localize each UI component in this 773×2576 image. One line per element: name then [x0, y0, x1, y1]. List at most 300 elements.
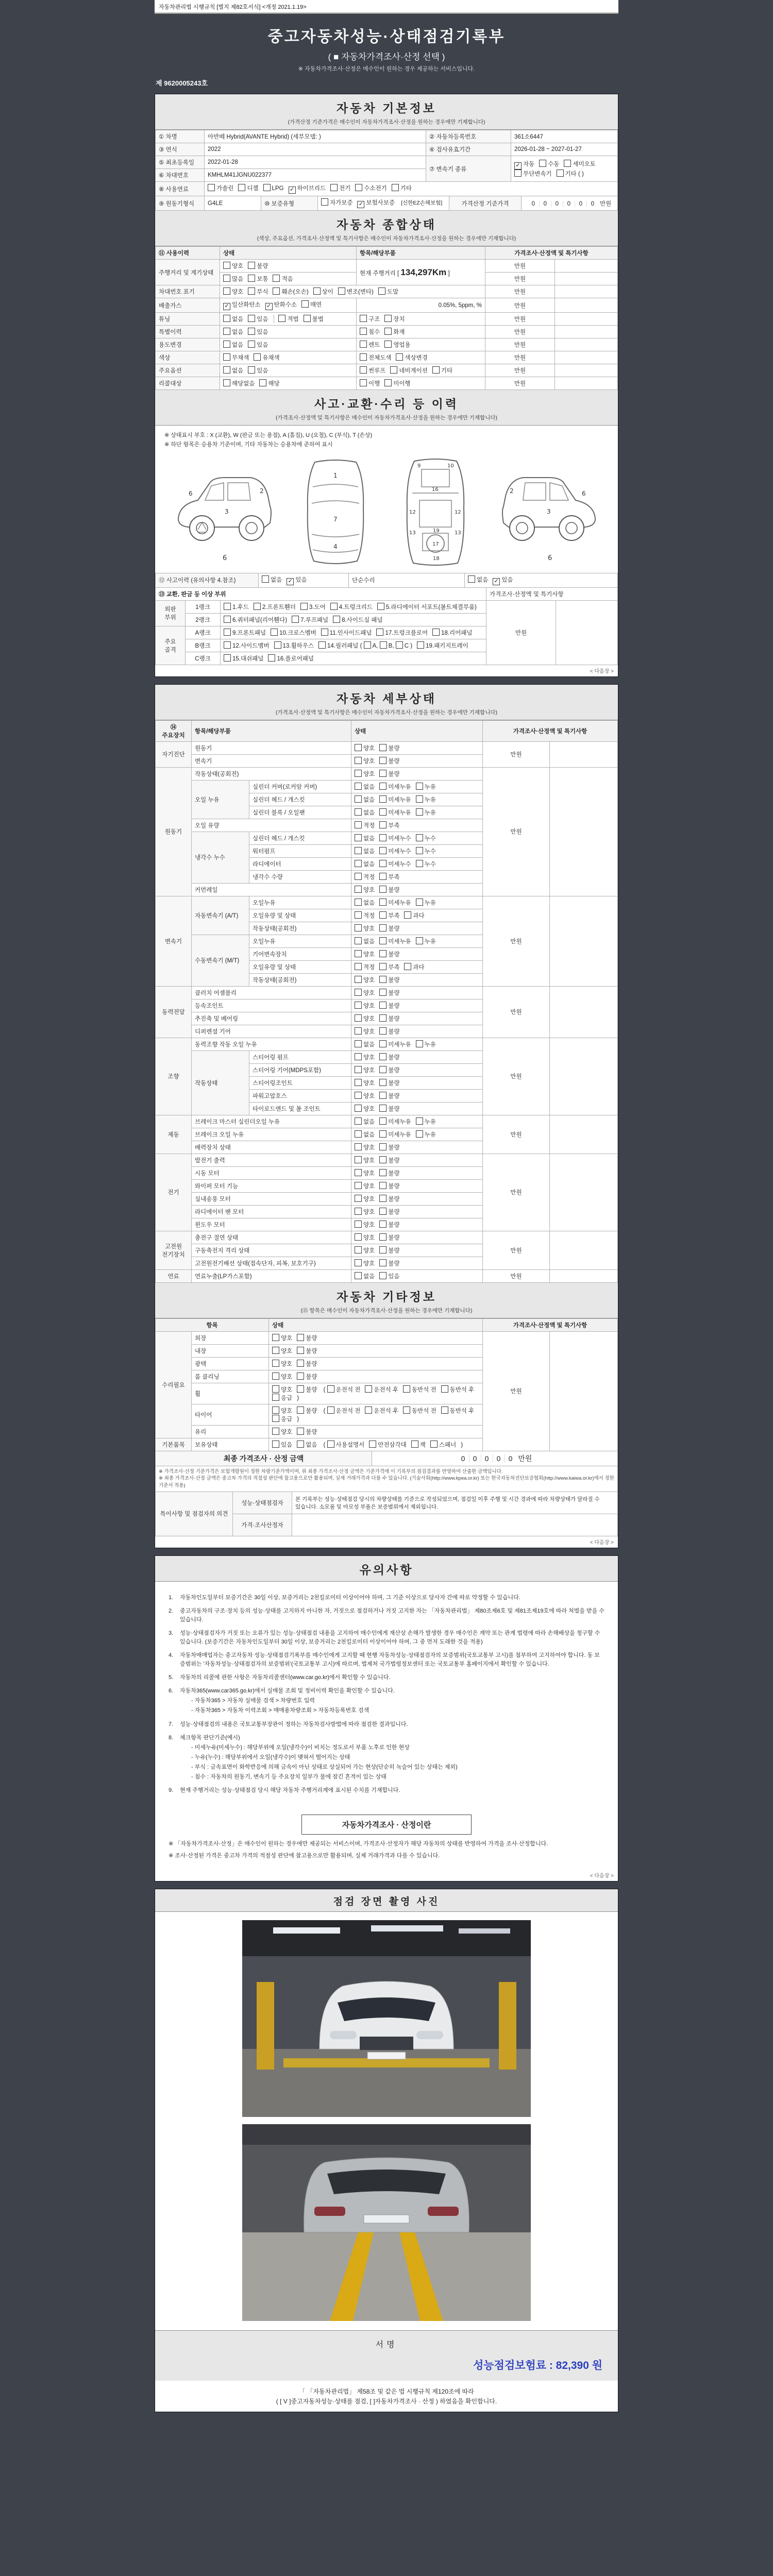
checkbox[interactable]: 불량: [379, 1209, 399, 1215]
checkbox[interactable]: 없음: [355, 1042, 375, 1048]
checkbox[interactable]: 양호: [272, 1429, 292, 1435]
year-value: 2022: [205, 143, 426, 156]
checkbox[interactable]: 15.대쉬패널: [224, 656, 263, 662]
checkbox[interactable]: 양호: [355, 1016, 375, 1022]
checkbox[interactable]: 미세누수: [379, 849, 411, 855]
checkbox[interactable]: 불량: [379, 1106, 399, 1112]
rank-table-title: ⑬ 교환, 판금 등 이상 부위: [156, 587, 486, 600]
checkbox[interactable]: 7.루프패널: [292, 617, 328, 623]
detail-item: 추진축 및 베어링: [192, 1012, 351, 1025]
mileage-current: 현재 주행거리 [ 134,297Km ]: [357, 260, 485, 285]
checkbox[interactable]: 양호: [355, 1248, 375, 1254]
checkbox[interactable]: 누유: [416, 1042, 436, 1048]
checkbox[interactable]: 미세누수: [379, 836, 411, 842]
accident-title: 사고·교환·수리 등 이력: [314, 397, 459, 411]
checkbox[interactable]: 양호: [223, 263, 243, 269]
checkbox[interactable]: 훼손(오손): [273, 289, 308, 295]
overall-row-label: 리콜대상: [156, 377, 220, 390]
checkbox[interactable]: 없음: [468, 577, 488, 583]
remark-cell: [555, 273, 618, 285]
next-page-label: < 다음장 >: [590, 1873, 614, 1879]
etc-item: 광택: [192, 1357, 269, 1370]
checkbox[interactable]: 있음: [248, 368, 268, 374]
checkbox[interactable]: 18.리어패널: [432, 630, 472, 636]
checkbox[interactable]: 잭: [411, 1442, 426, 1448]
detail-part: 워터펌프: [249, 844, 351, 857]
price-survey-box-title: 자동차가격조사 · 산정이란: [301, 1815, 472, 1835]
car-name-value: 아반떼 Hybrid(AVANTE Hybrid) (세부모델: ): [205, 130, 426, 143]
checkbox[interactable]: 불량: [379, 1261, 399, 1267]
checkbox[interactable]: 없음: [355, 810, 375, 816]
checkbox[interactable]: 없음: [223, 342, 243, 348]
device-label: 연료: [156, 1269, 192, 1282]
detail-state: [351, 1218, 483, 1231]
checkbox[interactable]: 불량: [379, 771, 399, 777]
checkbox[interactable]: 없음: [355, 836, 375, 842]
checkbox[interactable]: 과다: [404, 913, 424, 919]
checkbox[interactable]: 양호: [355, 887, 375, 893]
checkbox[interactable]: 불량: [297, 1374, 317, 1380]
checkbox[interactable]: 색상변경: [396, 355, 427, 361]
checkbox[interactable]: 전기: [330, 185, 350, 192]
checkbox[interactable]: 누유: [416, 810, 436, 816]
checkbox[interactable]: 적정: [355, 964, 375, 971]
checkbox[interactable]: 누유: [416, 1119, 436, 1125]
checkbox[interactable]: 적법: [278, 316, 298, 323]
detail-state: [351, 1154, 483, 1166]
checkbox[interactable]: 누유: [416, 1132, 436, 1138]
checkbox[interactable]: 없음: [355, 939, 375, 945]
checkbox[interactable]: 없음: [355, 1119, 375, 1125]
checkbox[interactable]: 불량: [297, 1429, 317, 1435]
checkbox[interactable]: 양호: [355, 1067, 375, 1074]
detail-state: [351, 1089, 483, 1102]
price-cell: 만원: [485, 338, 555, 351]
checkbox[interactable]: 미세누유: [379, 810, 411, 816]
checkbox[interactable]: 미세누유: [379, 939, 411, 945]
checkbox[interactable]: 양호: [272, 1387, 292, 1393]
detail-state: [351, 870, 483, 883]
checkbox[interactable]: 해당: [259, 381, 279, 387]
remark-cell: [555, 313, 618, 326]
checkbox[interactable]: 기타: [432, 368, 452, 374]
detail-price-cell: 만원: [483, 896, 550, 986]
checkbox[interactable]: 5.라디에이터 서포트(볼트체결부품): [377, 604, 477, 611]
checkbox[interactable]: 3.도어: [300, 604, 326, 611]
checkbox[interactable]: 미이행: [384, 381, 410, 387]
signature-label: 서명: [375, 2340, 398, 2349]
checkbox[interactable]: 없음: [262, 577, 282, 583]
checkbox[interactable]: 화재: [384, 329, 405, 335]
detail-item: 윈도우 모터: [192, 1218, 351, 1231]
checkbox[interactable]: 양호: [355, 1093, 375, 1099]
checkbox[interactable]: 운전석 후: [365, 1387, 398, 1393]
checkbox[interactable]: 미세누유: [379, 1042, 411, 1048]
remark-cell: [555, 364, 618, 377]
price-cell: 만원: [485, 285, 555, 298]
checkbox[interactable]: 없음: [355, 784, 375, 790]
checkbox[interactable]: 14.필러패널 ( A, B, C ): [318, 643, 412, 649]
checkbox[interactable]: 양호: [355, 1080, 375, 1087]
checkbox[interactable]: 부족: [379, 964, 399, 971]
overall-row-item: [357, 326, 485, 338]
checkbox[interactable]: 11.인사이드패널: [321, 630, 372, 636]
detail-item: 충전구 절연 상태: [192, 1231, 351, 1244]
checkbox[interactable]: 양호: [355, 745, 375, 752]
checkbox[interactable]: 양호: [355, 1029, 375, 1035]
checkbox[interactable]: 양호: [355, 926, 375, 932]
svg-text:3: 3: [224, 507, 229, 515]
checkbox-checked[interactable]: ✓자동: [514, 161, 534, 167]
section-photos: [155, 1889, 618, 1912]
checkbox[interactable]: 양호: [355, 1196, 375, 1202]
checkbox[interactable]: 누유: [416, 797, 436, 803]
checkbox[interactable]: 디젤: [238, 185, 258, 192]
checkbox[interactable]: 미세누유: [379, 1119, 411, 1125]
checkbox[interactable]: 2.프론트휀더: [254, 604, 296, 611]
checkbox[interactable]: 10.크로스멤버: [271, 630, 316, 636]
overall-row-state: [220, 285, 485, 298]
detail-state: [351, 1166, 483, 1179]
checkbox[interactable]: 양호: [355, 990, 375, 996]
price-box-line: ※ 「자동차가격조사·산정」은 매수인이 원하는 경우에만 제공되는 서비스이며, 가격조사·산정자가 해당 자동차의 상태를 반영하여 가격을 조사·산정합니다.: [169, 1840, 548, 1847]
detail-state: [351, 1179, 483, 1192]
checkbox[interactable]: LPG: [263, 185, 284, 192]
detail-price-cell: 만원: [483, 1154, 550, 1231]
checkbox[interactable]: 불량: [379, 1183, 399, 1190]
checkbox[interactable]: 없음: [223, 316, 243, 323]
device-label: 변속기: [156, 896, 192, 986]
checkbox[interactable]: 동반석 후: [441, 1387, 475, 1393]
detail-state: [351, 999, 483, 1012]
checkbox[interactable]: 양호: [355, 952, 375, 958]
checkbox[interactable]: 불량: [379, 1196, 399, 1202]
checkbox[interactable]: 구조: [360, 316, 380, 323]
checkbox[interactable]: 불량: [379, 926, 399, 932]
checkbox[interactable]: 불량: [297, 1387, 317, 1393]
detail-item: 오일 유량: [192, 819, 351, 832]
checkbox[interactable]: 양호: [355, 1183, 375, 1190]
detail-header-device: ⑭ 주요장치: [156, 720, 192, 741]
checkbox[interactable]: 적정: [355, 874, 375, 880]
checkbox[interactable]: 불량: [297, 1361, 317, 1367]
checkbox[interactable]: 네비게이션: [390, 368, 428, 374]
detail-state: [351, 806, 483, 819]
remark-cell: [555, 326, 618, 338]
checkbox[interactable]: 누유: [416, 784, 436, 790]
checkbox[interactable]: 해당없음: [223, 381, 255, 387]
detail-state: [351, 1128, 483, 1141]
checkbox[interactable]: 사용설명서: [327, 1442, 365, 1448]
checkbox[interactable]: 부식: [248, 289, 268, 295]
checkbox[interactable]: 무채색: [223, 355, 249, 361]
checkbox[interactable]: 영업용: [384, 342, 410, 348]
checkbox[interactable]: 가솔린: [208, 185, 233, 192]
remark-cell: [555, 338, 618, 351]
overall-row-label: 주요옵션: [156, 364, 220, 377]
checkbox[interactable]: 운전석 전: [327, 1387, 361, 1393]
checkbox[interactable]: 동반석 전: [403, 1408, 436, 1414]
checkbox[interactable]: 전체도색: [360, 355, 391, 361]
simple-repair-label: 단순수리: [349, 573, 465, 587]
checkbox[interactable]: 응급: [272, 1395, 292, 1401]
checkbox[interactable]: 도말: [378, 289, 398, 295]
inspection-premium: 성능점검보험료 : 82,390 원: [473, 2359, 602, 2371]
checkbox[interactable]: 불량: [379, 1003, 399, 1009]
checkbox[interactable]: 불량: [379, 1158, 399, 1164]
price-cell: 만원: [485, 377, 555, 390]
checkbox[interactable]: 세미오토: [564, 161, 595, 167]
checkbox[interactable]: 불량: [297, 1408, 317, 1414]
checkbox[interactable]: 상이: [313, 289, 333, 295]
checkbox-checked[interactable]: ✓ 보험사보증: [357, 200, 395, 206]
base-price-label: 가격산정 기준가격: [449, 196, 522, 211]
detail-subgroup: 냉각수 누수: [192, 832, 249, 883]
checkbox[interactable]: 없음: [355, 1132, 375, 1138]
overall-row-state: [220, 326, 357, 338]
checkbox[interactable]: 동반석 전: [403, 1387, 436, 1393]
checkbox[interactable]: 양호: [355, 771, 375, 777]
checkbox[interactable]: 불량: [379, 758, 399, 765]
checkbox[interactable]: 기타: [392, 185, 412, 192]
checkbox[interactable]: 4.트렁크리드: [330, 604, 373, 611]
checkbox[interactable]: 있음: [272, 1442, 292, 1448]
detail-part: 스티어링 펌프: [249, 1050, 351, 1063]
checkbox[interactable]: 변조(변타): [338, 289, 374, 295]
checkbox[interactable]: 미세누유: [379, 1132, 411, 1138]
etc-state: [269, 1425, 483, 1438]
inspection-photo-front: [242, 1920, 531, 2117]
device-label: 전기: [156, 1154, 192, 1231]
basic-info-title: 자동차 기본정보: [337, 101, 436, 115]
overall-row-item: [357, 313, 485, 326]
checkbox[interactable]: 12.사이드멤버: [224, 643, 270, 649]
checkbox[interactable]: 양호: [355, 1158, 375, 1164]
detail-item: 브레이크 마스터 실린더오일 누유: [192, 1115, 351, 1128]
checkbox[interactable]: 불량: [248, 263, 268, 269]
checkbox[interactable]: 썬루프: [360, 368, 385, 374]
checkbox[interactable]: 부족: [379, 823, 399, 829]
checkbox[interactable]: 운전석 전: [327, 1408, 361, 1414]
mileage-label: 주행거리 및 계기상태: [156, 260, 220, 285]
checkbox[interactable]: 13.휠하우스: [274, 643, 314, 649]
checkbox[interactable]: 6.쿼터패널(리어휀다): [224, 617, 287, 623]
checkbox[interactable]: 1.후드: [224, 604, 249, 611]
checkbox[interactable]: 양호: [355, 1171, 375, 1177]
checkbox[interactable]: 없음: [223, 368, 243, 374]
checkbox[interactable]: 8.사이드실 패널: [333, 617, 382, 623]
car-diagram-underbody: [397, 457, 474, 568]
checkbox[interactable]: 불량: [379, 1171, 399, 1177]
checkbox[interactable]: 양호: [355, 758, 375, 765]
detail-part: 오일누유: [249, 896, 351, 909]
rank-parts: [221, 613, 486, 626]
checkbox[interactable]: 적정: [355, 913, 375, 919]
detail-state: [351, 1050, 483, 1063]
checkbox[interactable]: 무단변속기: [514, 171, 552, 177]
checkbox[interactable]: 양호: [355, 1003, 375, 1009]
checkbox[interactable]: 이행: [360, 381, 380, 387]
checkbox[interactable]: 불법: [304, 316, 324, 323]
checkbox[interactable]: 불량: [379, 1016, 399, 1022]
checkbox[interactable]: 운전석 후: [365, 1408, 398, 1414]
checkbox[interactable]: 불량: [379, 887, 399, 893]
checkbox[interactable]: 불량: [379, 745, 399, 752]
checkbox-checked[interactable]: ✓ 일산화탄소: [223, 302, 261, 308]
detail-state: [351, 947, 483, 960]
detail-state: [351, 819, 483, 832]
checkbox[interactable]: 양호: [272, 1348, 292, 1354]
checkbox[interactable]: 유채색: [254, 355, 279, 361]
basic-items-label: 보유상태: [192, 1438, 269, 1451]
checkbox[interactable]: 누유: [416, 939, 436, 945]
checkbox[interactable]: 보통: [248, 276, 268, 282]
checkbox[interactable]: 양호: [355, 1145, 375, 1151]
detail-part: 타이로드엔드 및 볼 조인트: [249, 1102, 351, 1115]
rank-label: 2랭크: [186, 613, 221, 626]
checkbox[interactable]: 있음: [248, 316, 268, 323]
detail-subgroup: 자동변속기 (A/T): [192, 896, 249, 935]
checkbox[interactable]: 불량: [379, 1067, 399, 1074]
svg-text:6: 6: [581, 489, 586, 497]
checkbox[interactable]: 매연: [301, 302, 322, 308]
checkbox[interactable]: 불량: [379, 990, 399, 996]
checkbox[interactable]: 있음: [248, 329, 268, 335]
overall-row-state: [220, 338, 357, 351]
checkbox[interactable]: 없음: [223, 329, 243, 335]
opinion-text: 본 기록부는 성능·상태점검 당시의 차량상태를 기준으로 작성되었으며, 점검일 이후 주행 및 시간 경과에 따라 차량상태가 달라질 수 있습니다. 소모품 및 마모성 부품은 보증범위에서 제외됩니다.: [292, 1492, 618, 1514]
checkbox[interactable]: 없음: [297, 1442, 317, 1448]
checkbox[interactable]: 없음: [355, 797, 375, 803]
checkbox[interactable]: 누수: [416, 836, 436, 842]
checkbox[interactable]: 있음: [248, 342, 268, 348]
simple-repair-state: [465, 573, 618, 587]
detail-state: [351, 1205, 483, 1218]
checkbox[interactable]: 침수: [360, 329, 380, 335]
checkbox[interactable]: 부족: [379, 874, 399, 880]
etc-item: 타이어: [192, 1404, 269, 1425]
detail-header-item: 항목/해당부품: [192, 720, 351, 741]
checkbox[interactable]: 양호: [355, 1209, 375, 1215]
checkbox-checked[interactable]: ✓ 하이브리드: [289, 185, 326, 192]
detail-header-price: 가격조사·산정액 및 특기사항: [483, 720, 618, 741]
checkbox[interactable]: 스패너: [430, 1442, 456, 1448]
checkbox[interactable]: 불량: [379, 1055, 399, 1061]
checkbox[interactable]: 장치: [384, 316, 405, 323]
checkbox[interactable]: 불량: [297, 1335, 317, 1342]
checkbox[interactable]: 19.패키지트레이: [417, 643, 468, 649]
checkbox[interactable]: 불량: [379, 1248, 399, 1254]
detail-part: 작동상태(공회전): [249, 973, 351, 986]
checkbox[interactable]: 수소전기: [355, 185, 386, 192]
detail-price-cell: 만원: [483, 1269, 550, 1282]
checkbox[interactable]: 불량: [379, 1093, 399, 1099]
checkbox[interactable]: 응급: [272, 1416, 292, 1422]
checkbox[interactable]: 수동: [539, 161, 559, 167]
checkbox[interactable]: 불량: [379, 1029, 399, 1035]
checkbox[interactable]: 많음: [223, 276, 243, 282]
checkbox[interactable]: 미세누유: [379, 900, 411, 906]
car-diagrams: [155, 454, 618, 573]
notice-item: 8. 체크항목 판단기준(예시) - 미세누유(미세누수) : 해당부위에 오일(냉각수)이 비치는 정도로서 부품 노후로 인한 현상 - 누유(누수) : 해당부위에서 오일(냉각수)이 맺혀서 떨어지는 상태 - 부식 : 금속표면이 화학반응에 의해 금속이 아닌 상태로 상실되어 가는 현상(단순히 녹슬어 있는 상태는 제외) - 침수 : 자동차의 원동기, 변속기 등 주요장치 일부가 물에 잠긴 흔적이 있는 상태: [169, 1734, 458, 1780]
checkbox[interactable]: 17.트렁크플로어: [376, 630, 428, 636]
overall-title: 자동차 종합상태: [337, 218, 436, 231]
checkbox[interactable]: 없음: [355, 900, 375, 906]
price-cell: 만원: [485, 260, 555, 273]
checkbox[interactable]: 없음: [355, 861, 375, 868]
checkbox[interactable]: 양호: [223, 289, 243, 295]
checkbox[interactable]: 불량: [379, 1222, 399, 1228]
checkbox[interactable]: 적음: [273, 276, 293, 282]
checkbox[interactable]: 불량: [379, 1145, 399, 1151]
checkbox[interactable]: 양호: [355, 1106, 375, 1112]
checkbox[interactable]: 안전삼각대: [369, 1442, 407, 1448]
detail-part: 파워고압호스: [249, 1089, 351, 1102]
checkbox[interactable]: 렌트: [360, 342, 380, 348]
price-box-line: ※ 조사·산정된 가격은 중고차 가격의 적절성 판단에 참고용으로만 활용되며, 실제 거래가격과 다를 수 있습니다.: [169, 1852, 440, 1859]
confirmation-line-1: 「 「자동차관리법」 제58조 및 같은 법 시행규칙 제120조에 따라: [299, 2387, 474, 2395]
checkbox-checked[interactable]: ✓ 있음: [493, 577, 513, 583]
checkbox-checked[interactable]: ✓ 탄화수소: [265, 302, 297, 308]
checkbox[interactable]: 불량: [379, 1235, 399, 1241]
checkbox[interactable]: 기타 ( ): [557, 171, 584, 177]
state-code-legend: ※ 상태표시 부호 : X (교환), W (판금 또는 용접), A (흠집), U (요철), C (부식), T (손상): [164, 432, 373, 438]
checkbox[interactable]: 없음: [355, 849, 375, 855]
checkbox[interactable]: 없음: [355, 1274, 375, 1280]
checkbox[interactable]: 불량: [379, 1080, 399, 1087]
checkbox[interactable]: 누유: [416, 900, 436, 906]
checkbox[interactable]: 미세누유: [379, 784, 411, 790]
checkbox[interactable]: 미세누유: [379, 797, 411, 803]
checkbox[interactable]: 있음: [379, 1274, 399, 1280]
checkbox[interactable]: 16.플로어패널: [268, 656, 314, 662]
svg-text:2: 2: [259, 487, 264, 495]
detail-item: 브레이크 오일 누유: [192, 1128, 351, 1141]
detail-part: 실린더 헤드 / 개스킷: [249, 832, 351, 844]
checkbox[interactable]: 양호: [355, 977, 375, 984]
overall-row-label: 배출가스: [156, 298, 220, 313]
checkbox[interactable]: 누수: [416, 861, 436, 868]
checkbox[interactable]: 양호: [355, 1261, 375, 1267]
detail-price-cell: 만원: [483, 986, 550, 1038]
checkbox[interactable]: 부족: [379, 913, 399, 919]
checkbox[interactable]: 과다: [404, 964, 424, 971]
checkbox[interactable]: 자가보증: [321, 200, 352, 206]
checkbox[interactable]: 불량: [379, 977, 399, 984]
etc-info-table: [155, 1318, 618, 1451]
detail-item: 작동상태(공회전): [192, 767, 351, 780]
checkbox[interactable]: 불량: [379, 952, 399, 958]
checkbox[interactable]: 적정: [355, 823, 375, 829]
checkbox[interactable]: 양호: [272, 1408, 292, 1414]
detail-state: [351, 973, 483, 986]
checkbox[interactable]: 양호: [355, 1222, 375, 1228]
checkbox[interactable]: 불량: [297, 1348, 317, 1354]
checkbox[interactable]: 9.프론트패널: [224, 630, 266, 636]
checkbox[interactable]: 양호: [272, 1335, 292, 1342]
etc-header-price: 가격조사·산정액 및 특기사항: [483, 1318, 618, 1331]
checkbox[interactable]: 양호: [272, 1374, 292, 1380]
checkbox-checked[interactable]: ✓ 있음: [287, 577, 307, 583]
detail-state: [351, 844, 483, 857]
checkbox[interactable]: 양호: [272, 1361, 292, 1367]
checkbox[interactable]: 양호: [355, 1235, 375, 1241]
checkbox[interactable]: 동반석 후: [441, 1408, 475, 1414]
device-label: 원동기: [156, 767, 192, 896]
checkbox[interactable]: 양호: [355, 1055, 375, 1061]
checkbox[interactable]: 미세누수: [379, 861, 411, 868]
checkbox[interactable]: 누수: [416, 849, 436, 855]
